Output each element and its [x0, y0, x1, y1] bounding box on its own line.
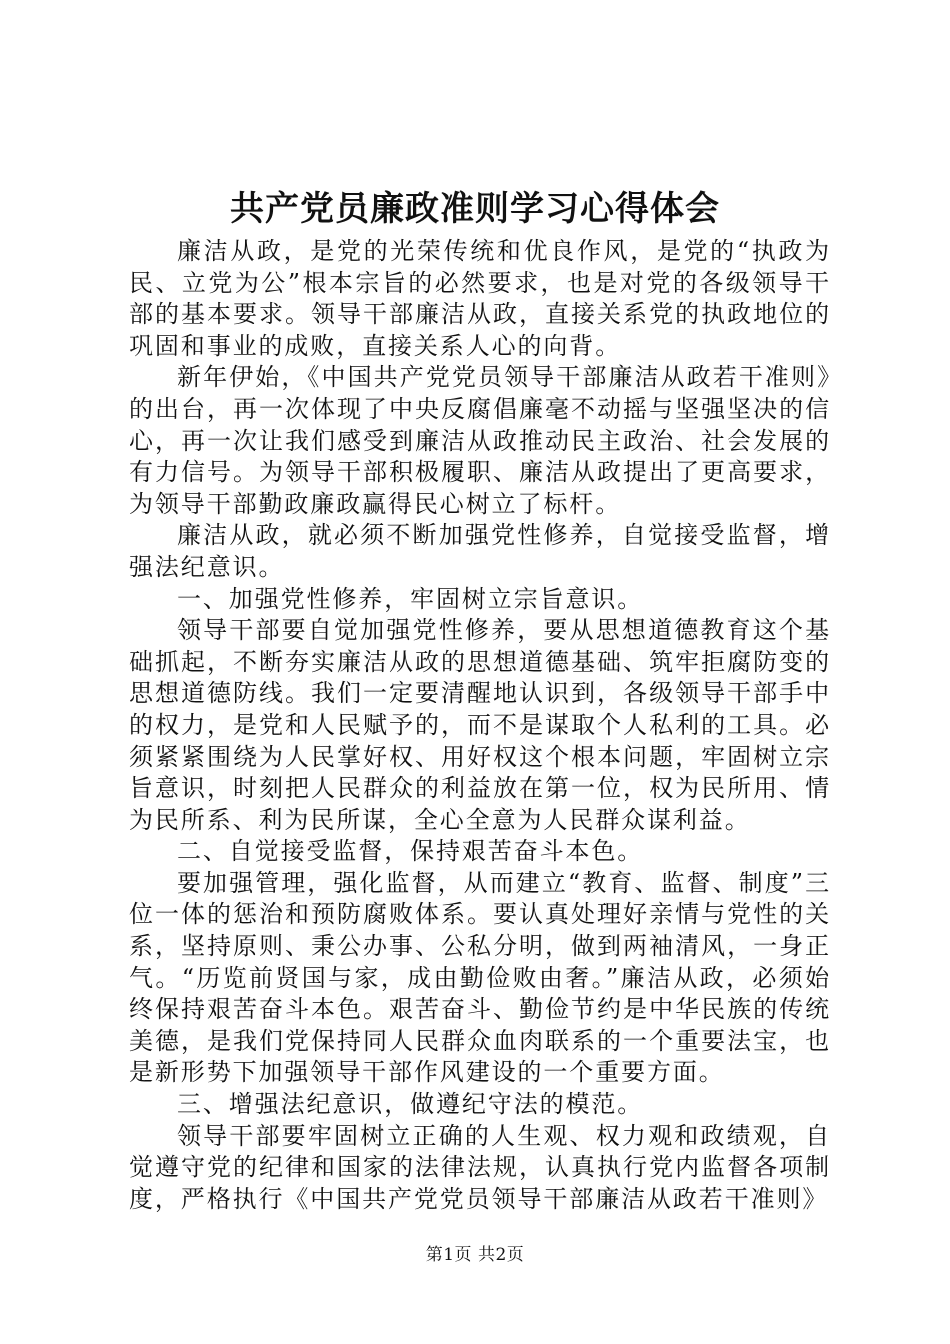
paragraph-section-1: 领导干部要自觉加强党性修养，要从思想道德教育这个基础抓起，不断夯实廉洁从政的思想道德基础、筑牢拒腐防变的思想道德防线。我们一定要清醒地认识到，各级领导干部手中的权力，是党和人民赋予的，而不是谋取个人私利的工具。必须紧紧围绕为人民掌好权、用好权这个根本问题，牢固树立宗旨意识，时刻把人民群众的利益放在第一位，权为民所用、情为民所系、利为民所谋，全心全意为人民群众谋利益。 — [129, 616, 831, 834]
document-body — [129, 236, 831, 1215]
paragraph-intro: 廉洁从政，是党的光荣传统和优良作风，是党的“执政为民、立党为公”根本宗旨的必然要求，也是对党的各级领导干部的基本要求。领导干部廉洁从政，直接关系党的执政地位的巩固和事业的成败，直接关系人心的向背。 — [129, 237, 831, 360]
page-footer: 第1页 共2页 — [425, 1245, 525, 1265]
paragraph-section-2: 要加强管理，强化监督，从而建立“教育、监督、制度”三位一体的惩治和预防腐败体系。要认真处理好亲情与党性的关系，坚持原则、秉公办事、公私分明，做到两袖清风，一身正气。“历览前贤国与家，成由勤俭败由奢。”廉洁从政，必须始终保持艰苦奋斗本色。艰苦奋斗、勤俭节约是中华民族的传统美德，是我们党保持同人民群众血肉联系的一个重要法宝，也是新形势下加强领导干部作风建设的一个重要方面。 — [129, 868, 831, 1087]
document-title: 共产党员廉政准则学习心得体会 — [230, 189, 720, 229]
section-heading-1: 一、加强党性修养，牢固树立宗旨意识。 — [177, 584, 644, 613]
paragraph-summary: 廉洁从政，就必须不断加强党性修养，自觉接受监督，增强法纪意识。 — [129, 521, 831, 581]
section-heading-2: 二、自觉接受监督，保持艰苦奋斗本色。 — [177, 837, 644, 866]
paragraph-new-year: 新年伊始，《中国共产党党员领导干部廉洁从政若干准则》的出台，再一次体现了中央反腐倡廉毫不动摇与坚强坚决的信心，再一次让我们感受到廉洁从政推动民主政治、社会发展的有力信号。为领导干部积极履职、廉洁从政提出了更高要求，为领导干部勤政廉政赢得民心树立了标杆。 — [129, 363, 831, 518]
paragraph-section-3: 领导干部要牢固树立正确的人生观、权力观和政绩观，自觉遵守党的纪律和国家的法律法规，认真执行党内监督各项制度，严格执行《中国共产党党员领导干部廉洁从政若干准则》 — [129, 1121, 831, 1213]
section-heading-3: 三、增强法纪意识，做遵纪守法的模范。 — [177, 1090, 644, 1119]
